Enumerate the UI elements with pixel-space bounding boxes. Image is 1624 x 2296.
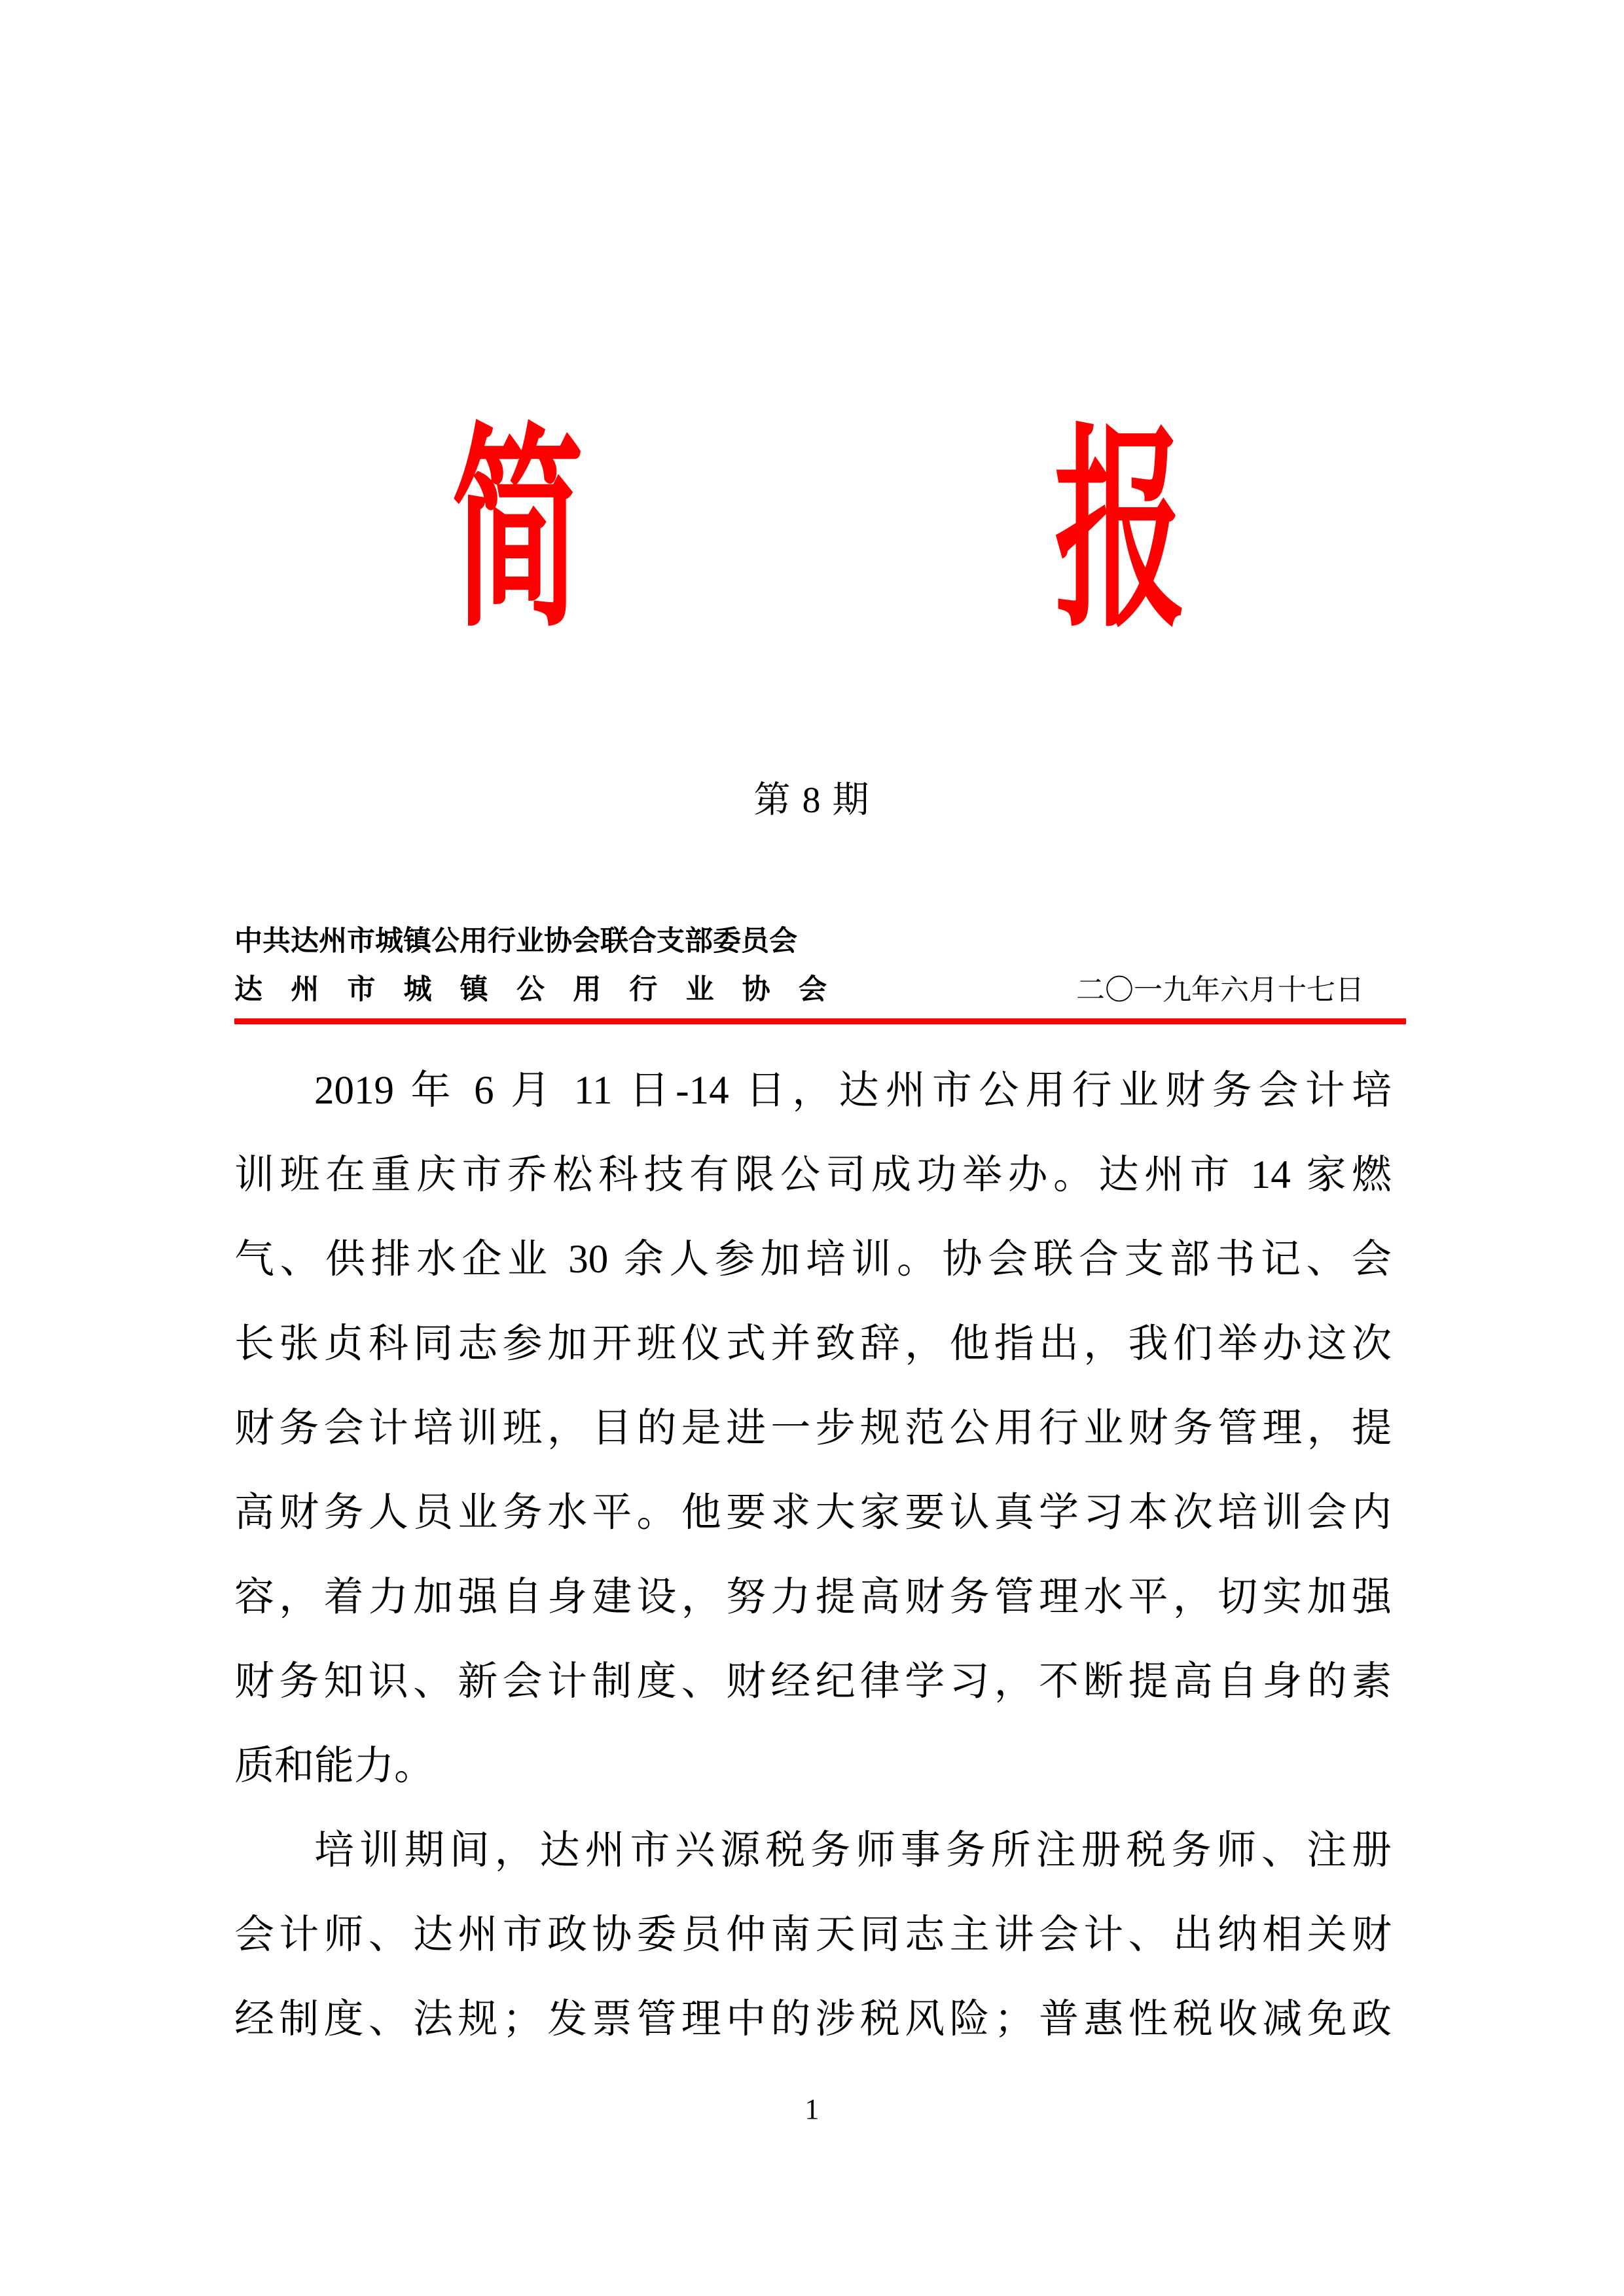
org-line-association: 达州市城镇公用行业协会 xyxy=(234,975,827,1005)
masthead-char-bao: 报 xyxy=(1054,414,1186,653)
header-org-block xyxy=(234,922,1406,1018)
masthead-char-jian: 简 xyxy=(452,414,584,653)
body-line: 会计师、达州市政协委员仲南天同志主讲会计、出纳相关财 xyxy=(234,1913,1392,1957)
body-line: 气、供排水企业 30 余人参加培训。协会联合支部书记、会 xyxy=(234,1238,1392,1282)
org-date-row xyxy=(234,970,1406,1011)
body-line: 经制度、法规；发票管理中的涉税风险；普惠性税收减免政 xyxy=(234,1998,1392,2041)
body-line: 长张贞科同志参加开班仪式并致辞，他指出，我们举办这次 xyxy=(234,1322,1392,1366)
body-line: 培训期间，达州市兴源税务师事务所注册税务师、注册 xyxy=(314,1829,1392,1873)
body-text xyxy=(234,1049,1392,2062)
masthead-title xyxy=(452,414,1186,653)
body-line: 质和能力。 xyxy=(234,1744,435,1788)
header-divider-rule xyxy=(234,1018,1406,1024)
org-line-committee: 中共达州市城镇公用行业协会联合支部委员会 xyxy=(234,926,797,957)
issue-number: 第 8 期 xyxy=(753,780,871,821)
body-line: 容，着力加强自身建设，努力提高财务管理水平，切实加强 xyxy=(234,1575,1392,1619)
page-number: 1 xyxy=(804,2093,820,2125)
body-line: 训班在重庆市乔松科技有限公司成功举办。达州市 14 家燃 xyxy=(234,1153,1392,1197)
body-line: 财务知识、新会计制度、财经纪律学习，不断提高自身的素 xyxy=(234,1660,1392,1704)
body-line: 2019 年 6 月 11 日-14 日，达州市公用行业财务会计培 xyxy=(314,1069,1392,1113)
body-line: 财务会计培训班，目的是进一步规范公用行业财务管理，提 xyxy=(234,1407,1392,1450)
issue-date: 二〇一九年六月十七日 xyxy=(1076,974,1364,1006)
body-line: 高财务人员业务水平。他要求大家要认真学习本次培训会内 xyxy=(234,1491,1392,1535)
